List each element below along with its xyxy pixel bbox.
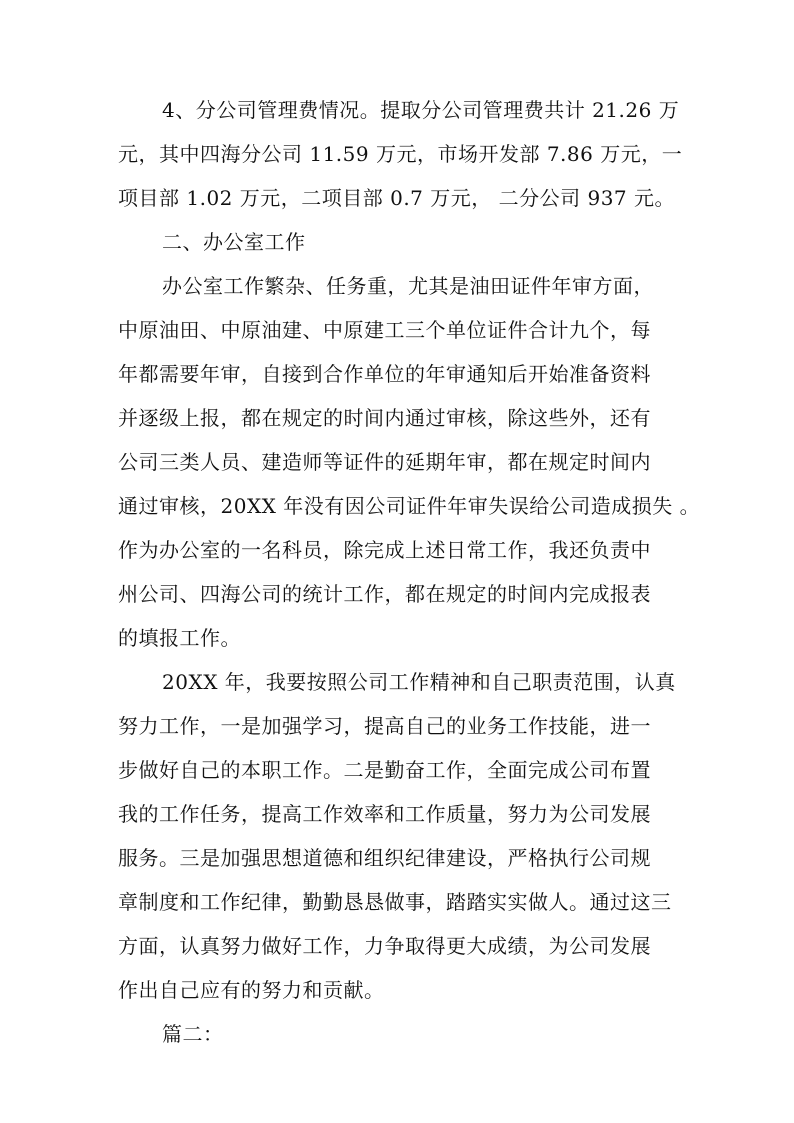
- paragraph-line: 中原油田、中原油建、中原建工三个单位证件合计九个，每: [118, 318, 651, 342]
- paragraph-line: 年都需要年审，自接到合作单位的年审通知后开始准备资料: [118, 362, 651, 386]
- paragraph-line: 通过审核，20XX 年没有因公司证件年审失误给公司造成损失 。: [118, 494, 701, 518]
- paragraph-line: 项目部 1.02 万元，二项目部 0.7 万元， 二分公司 937 元。: [118, 186, 676, 210]
- paragraph-line: 的填报工作。: [118, 626, 241, 650]
- paragraph-line: 州公司、四海公司的统计工作，都在规定的时间内完成报表: [118, 582, 651, 606]
- paragraph-line: 元，其中四海分公司 11.59 万元，市场开发部 7.86 万元，一: [118, 142, 683, 166]
- paragraph-line: 服务。三是加强思想道德和组织纪律建设，严格执行公司规: [118, 846, 651, 870]
- paragraph-line: 作出自己应有的努力和贡献。: [118, 978, 385, 1002]
- paragraph-line: 章制度和工作纪律，勤勤恳恳做事，踏踏实实做人。通过这三: [118, 890, 672, 914]
- paragraph-line: 公司三类人员、建造师等证件的延期年审，都在规定时间内: [118, 450, 651, 474]
- paragraph-line: 4、分公司管理费情况。提取分公司管理费共计 21.26 万: [162, 98, 680, 122]
- paragraph-line: 努力工作，一是加强学习，提高自己的业务工作技能，进一: [118, 714, 651, 738]
- paragraph-line: 并逐级上报，都在规定的时间内通过审核，除这些外，还有: [118, 406, 651, 430]
- paragraph-line: 方面，认真努力做好工作，力争取得更大成绩，为公司发展: [118, 934, 651, 958]
- paragraph-line: 办公室工作繁杂、任务重，尤其是油田证件年审方面，: [162, 274, 654, 298]
- paragraph-line: 步做好自己的本职工作。二是勤奋工作，全面完成公司布置: [118, 758, 651, 782]
- paragraph-line: 我的工作任务，提高工作效率和工作质量，努力为公司发展: [118, 802, 651, 826]
- section-heading: 篇二：: [162, 1022, 224, 1046]
- paragraph-line: 20XX 年，我要按照公司工作精神和自己职责范围，认真: [162, 670, 676, 694]
- paragraph-line: 作为办公室的一名科员，除完成上述日常工作，我还负责中: [118, 538, 651, 562]
- section-heading: 二、办公室工作: [162, 230, 306, 254]
